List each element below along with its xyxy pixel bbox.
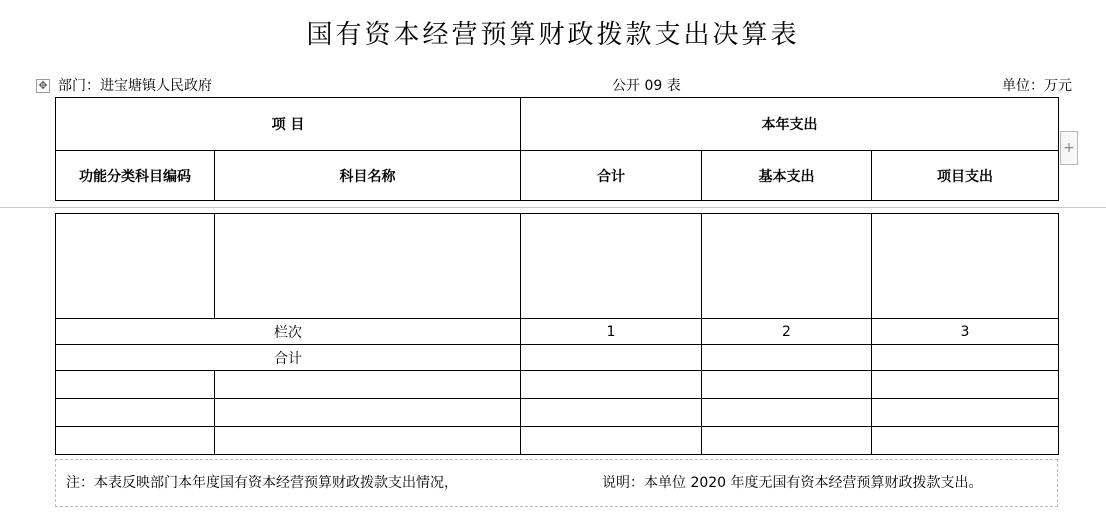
table-cell[interactable]: [872, 371, 1059, 399]
table-cell[interactable]: [56, 371, 215, 399]
header-current-year: 本年支出: [521, 98, 1059, 151]
unit-label: 单位：万元: [1002, 78, 1072, 94]
header-subject-name: 科目名称: [215, 151, 521, 201]
table-cell[interactable]: [702, 371, 872, 399]
table-cell[interactable]: [56, 427, 215, 455]
table-cell[interactable]: [56, 399, 215, 427]
table-cell[interactable]: [702, 345, 872, 371]
table-cell[interactable]: [521, 214, 702, 319]
page-title: 国有资本经营预算财政拨款支出决算表: [306, 20, 800, 50]
header-func-code: 功能分类科目编码: [56, 151, 215, 201]
table-cell[interactable]: [872, 214, 1059, 319]
table-cell[interactable]: [56, 214, 215, 319]
column-index-3: 3: [872, 319, 1059, 345]
table-cell[interactable]: [872, 345, 1059, 371]
table-cell[interactable]: [872, 427, 1059, 455]
table-row: [56, 345, 1059, 371]
header-item: 项 目: [56, 98, 521, 151]
column-index-2: 2: [702, 319, 872, 345]
table-row: [56, 319, 1059, 345]
table-row: [56, 214, 1059, 319]
table-cell[interactable]: [521, 399, 702, 427]
table-body: [55, 213, 1059, 455]
table-cell[interactable]: [215, 427, 521, 455]
table-cell[interactable]: [872, 399, 1059, 427]
total-row-label: 合计: [56, 345, 521, 371]
plus-icon[interactable]: +: [1060, 131, 1078, 165]
table-cell[interactable]: [215, 399, 521, 427]
table-header: [55, 97, 1059, 201]
column-index-label: 栏次: [56, 319, 521, 345]
table-number: 公开 09 表: [612, 78, 681, 94]
table-cell[interactable]: [521, 371, 702, 399]
table-cell[interactable]: [521, 345, 702, 371]
header-project: 项目支出: [872, 151, 1059, 201]
table-row: [56, 427, 1059, 455]
department-label: 部门：进宝塘镇人民政府: [58, 78, 212, 94]
table-cell[interactable]: [215, 214, 521, 319]
column-index-1: 1: [521, 319, 702, 345]
header-basic: 基本支出: [702, 151, 872, 201]
table-cell[interactable]: [215, 371, 521, 399]
table-row: [56, 371, 1059, 399]
table-cell[interactable]: [702, 214, 872, 319]
explanation-text: 说明：本单位 2020 年度无国有资本经营预算财政拨款支出。: [602, 475, 983, 491]
header-total: 合计: [521, 151, 702, 201]
table-cell[interactable]: [702, 427, 872, 455]
table-cell[interactable]: [702, 399, 872, 427]
table-row: [56, 399, 1059, 427]
move-icon[interactable]: ✥: [36, 79, 50, 93]
page-separator: [0, 207, 1106, 208]
notes-box: [55, 459, 1058, 507]
note-text: 注：本表反映部门本年度国有资本经营预算财政拨款支出情况，: [66, 475, 458, 491]
table-cell[interactable]: [521, 427, 702, 455]
